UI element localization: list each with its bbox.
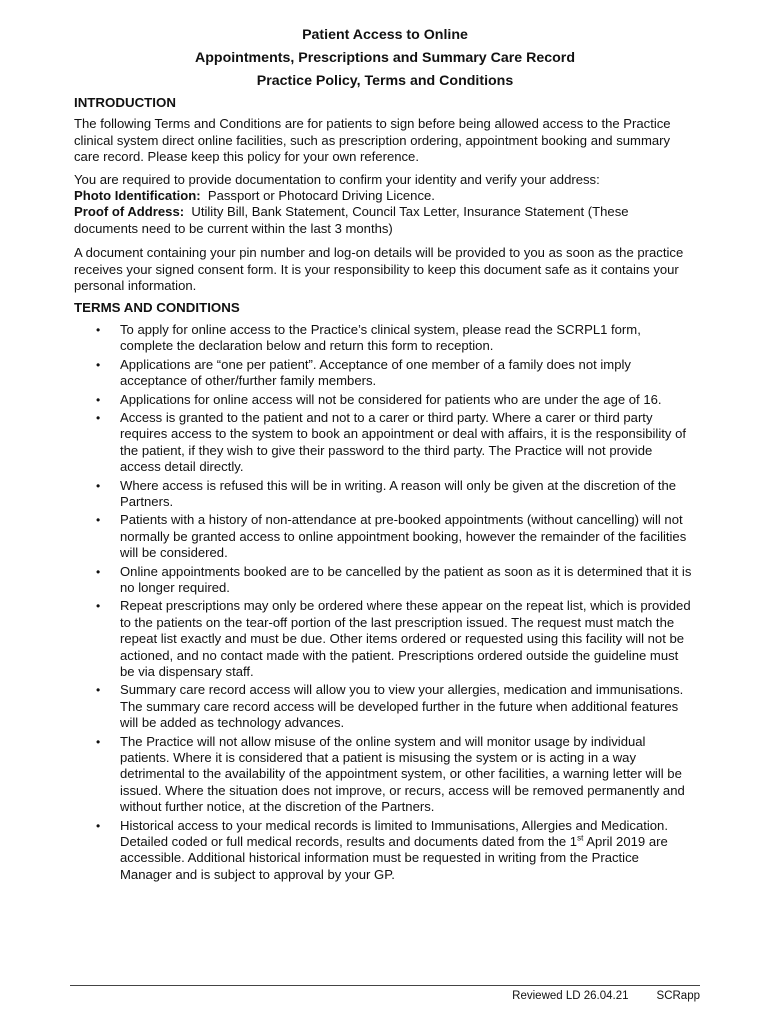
introduction-paragraph-1: The following Terms and Conditions are for patients to sign before being allowed access to the Practice clinical system direct online facilities, such as prescription ordering, appointment booking and summary care record. Please keep this policy for your own reference. xyxy=(74,116,671,165)
footer-divider xyxy=(70,985,700,986)
bullet-icon: • xyxy=(96,599,101,614)
photo-id-line xyxy=(74,188,694,204)
terms-item-text: Online appointments booked are to be cancelled by the patient as soon as it is determined that it is no longer required. xyxy=(120,563,692,595)
bullet-icon: • xyxy=(96,683,101,698)
document-body xyxy=(74,95,694,885)
terms-item-text: Patients with a history of non-attendance at pre-booked appointments (without cancelling) will not normally be granted access to online appointment booking, however the remainder of the facilities will be considered. xyxy=(120,512,687,561)
photo-id-label: Photo Identification: xyxy=(74,188,201,204)
document-title-block xyxy=(0,24,770,93)
footer-reviewed: Reviewed LD 26.04.21 xyxy=(512,990,629,1002)
terms-item xyxy=(74,734,694,816)
terms-item-text: Where access is refused this will be in writing. A reason will only be given at the discretion of the Partners. xyxy=(120,477,677,509)
bullet-icon: • xyxy=(96,734,101,749)
terms-item-text: Applications for online access will not be considered for patients who are under the age of 16. xyxy=(120,391,662,407)
terms-item-text: The Practice will not allow misuse of the online system and will monitor usage by individual patients. Where it is considered that a patient is misusing the system or is acting in a way detrimental to the availability of the appointment system, or other facilities, a warning letter will be issued. Where the situation does not improve, or recurs, access will be removed permanently and without further notice, at the discretion of the Partners. xyxy=(120,733,685,815)
introduction-heading: INTRODUCTION xyxy=(74,95,176,110)
bullet-icon: • xyxy=(96,818,101,833)
historical-text-after: April 2019 are accessible. Additional historical information must be requested in writing from the Practice Manager and is subject to approval by your GP. xyxy=(120,834,668,882)
terms-item xyxy=(74,512,694,561)
bullet-icon: • xyxy=(96,513,101,528)
identity-intro: You are required to provide documentation to confirm your identity and verify your address: xyxy=(74,171,600,187)
terms-item xyxy=(74,682,694,731)
introduction-paragraph-3: A document containing your pin number and log-on details will be provided to you as soon as the practice receives your signed consent form. It is your responsibility to keep this document safe as it contains your personal information. xyxy=(74,245,684,294)
terms-item-text: Summary care record access will allow you to view your allergies, medication and immunisations. The summary care record access will be developed further in the future when additional features will be added as technology advances. xyxy=(120,682,684,731)
terms-item xyxy=(74,322,694,355)
ordinal-suffix: st xyxy=(577,833,584,843)
terms-list xyxy=(74,322,694,883)
terms-item-text: Repeat prescriptions may only be ordered where these appear on the repeat list, which is provided to the patients on the tear-off portion of the last prescription issued. The request must match the repeat list exactly and must be due. Other items ordered or requested using this facility will not be actioned, and no contact made with the patient. Prescriptions ordered outside the guideline must be via dispensary staff. xyxy=(120,598,691,679)
terms-item xyxy=(74,598,694,680)
terms-item xyxy=(74,357,694,390)
title-line-3: Practice Policy, Terms and Conditions xyxy=(256,73,514,89)
terms-item-text: To apply for online access to the Practice’s clinical system, please read the SCRPL1 form, complete the declaration below and return this form to reception. xyxy=(120,321,641,354)
bullet-icon: • xyxy=(96,410,101,425)
proof-of-address-line xyxy=(74,204,694,237)
footer-code: SCRapp xyxy=(656,990,700,1002)
terms-item xyxy=(74,410,694,476)
terms-item xyxy=(74,564,694,597)
bullet-icon: • xyxy=(96,564,101,579)
bullet-icon: • xyxy=(96,357,101,372)
proof-of-address-value: Utility Bill, Bank Statement, Council Tax Letter, Insurance Statement (These documents need to be current within the last 3 months) xyxy=(74,204,629,236)
bullet-icon: • xyxy=(96,322,101,337)
bullet-icon: • xyxy=(96,392,101,407)
photo-id-value: Passport or Photocard Driving Licence. xyxy=(207,188,435,204)
title-line-2: Appointments, Prescriptions and Summary Care Record xyxy=(194,50,575,66)
terms-item-text: Access is granted to the patient and not to a carer or third party. Where a carer or third party requires access to the system to book an appointment or deal with affairs, it is the responsibility of the patient, if they wish to give their password to the third party. The Practice will not provide access detail directly. xyxy=(120,409,686,475)
identity-requirements xyxy=(74,172,694,238)
terms-item-historical-access xyxy=(74,818,694,884)
terms-item xyxy=(74,478,694,511)
terms-heading: TERMS AND CONDITIONS xyxy=(74,300,240,316)
title-line-1: Patient Access to Online xyxy=(302,27,468,43)
footer xyxy=(70,990,700,1002)
historical-text-before: Historical access to your medical records is limited to Immunisations, Allergies and Medication. Detailed coded or full medical records, results and documents dated from the 1 xyxy=(120,817,668,850)
proof-of-address-label: Proof of Address: xyxy=(74,204,185,220)
terms-item xyxy=(74,392,694,408)
bullet-icon: • xyxy=(96,478,101,493)
terms-item-text: Applications are “one per patient”. Acceptance of one member of a family does not imply acceptance of other/further family members. xyxy=(120,356,631,389)
